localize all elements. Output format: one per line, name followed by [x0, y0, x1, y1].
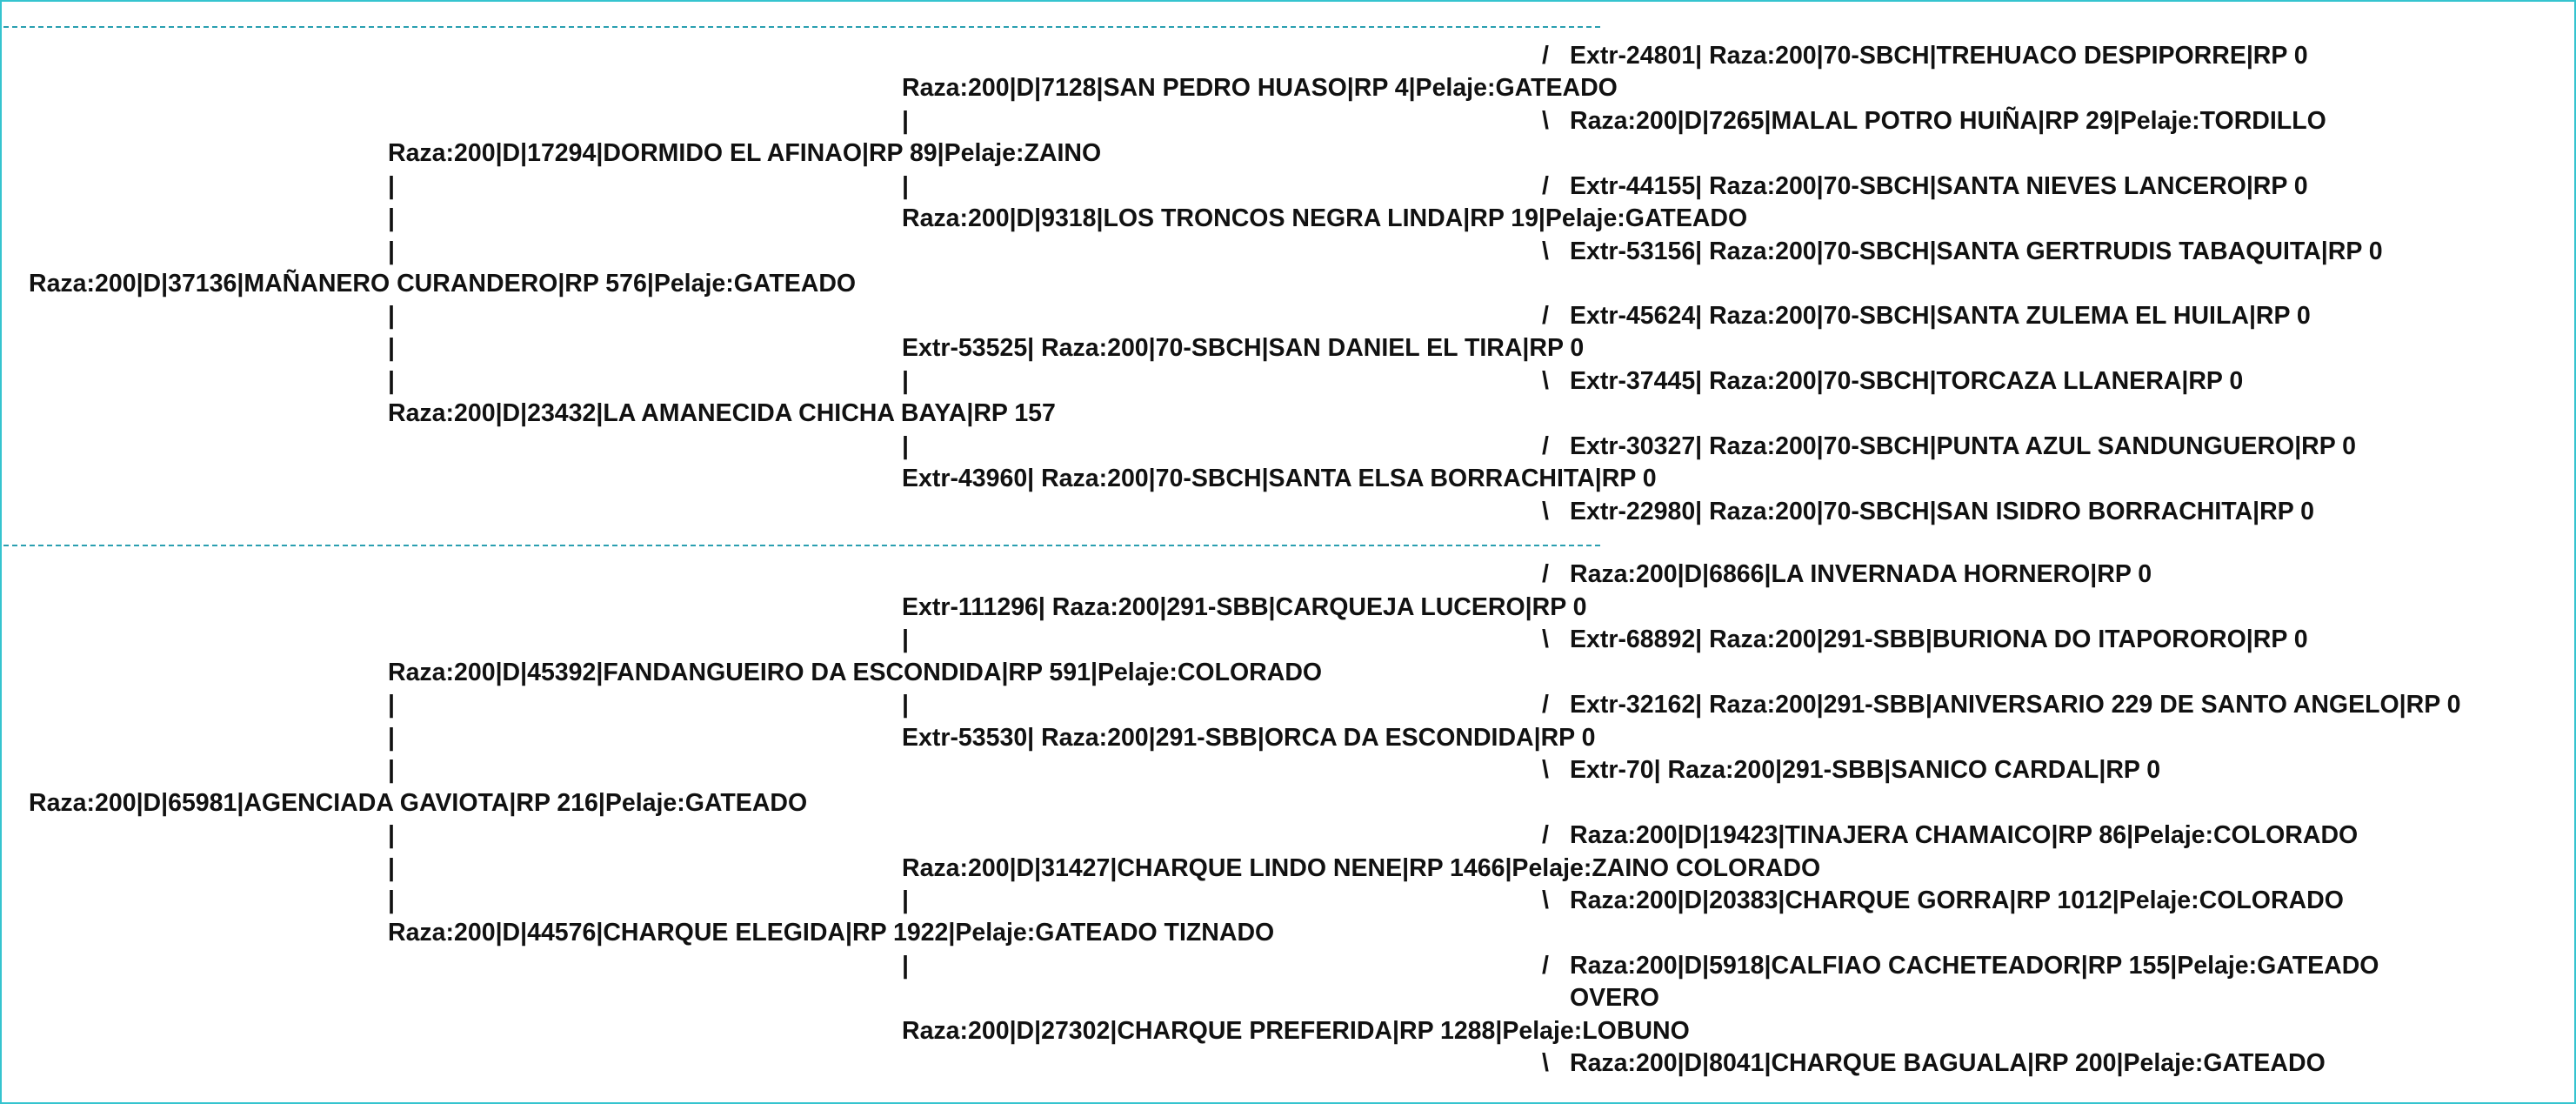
tree-connector: | [902, 172, 909, 200]
slash-marker: / [1542, 952, 1549, 980]
ancestor-ssd: Extr-68892| Raza:200|291-SBB|BURIONA DO ITAPORORO|RP 0 [1570, 626, 2308, 653]
parent-sire: Raza:200|D|17294|DORMIDO EL AFINAO|RP 89|Pelaje:ZAINO [388, 139, 1102, 167]
ancestor-dds: Raza:200|D|5918|CALFIAO CACHETEADOR|RP 155|Pelaje:GATEADO [1570, 952, 2379, 980]
tree-connector: | [388, 854, 395, 882]
ancestor-ssd: Raza:200|D|7265|MALAL POTRO HUIÑA|RP 29|Pelaje:TORDILLO [1570, 107, 2326, 135]
ancestor-sds: Extr-44155| Raza:200|70-SBCH|SANTA NIEVES LANCERO|RP 0 [1570, 172, 2308, 200]
tree-connector: | [388, 172, 395, 200]
ancestor-ddd: Extr-22980| Raza:200|70-SBCH|SAN ISIDRO BORRACHITA|RP 0 [1570, 498, 2315, 525]
subject-animal: Raza:200|D|65981|AGENCIADA GAVIOTA|RP 216|Pelaje:GATEADO [29, 789, 808, 817]
slash-marker: / [1542, 560, 1549, 588]
ancestor-sss: Extr-24801| Raza:200|70-SBCH|TREHUACO DESPIPORRE|RP 0 [1570, 42, 2308, 70]
ancestor-sdd: Extr-70| Raza:200|291-SBB|SANICO CARDAL|RP 0 [1570, 756, 2161, 784]
tree-connector: | [388, 887, 395, 914]
backslash-marker: \ [1542, 498, 1549, 525]
section-separator [3, 26, 1600, 28]
tree-connector: | [388, 691, 395, 719]
ancestor-sss: Raza:200|D|6866|LA INVERNADA HORNERO|RP 0 [1570, 560, 2152, 588]
tree-connector: | [388, 821, 395, 849]
grandparent-dd: Raza:200|D|27302|CHARQUE PREFERIDA|RP 1288|Pelaje:LOBUNO [902, 1017, 1690, 1045]
grandparent-ds: Raza:200|D|31427|CHARQUE LINDO NENE|RP 1466|Pelaje:ZAINO COLORADO [902, 854, 1821, 882]
ancestor-dss: Extr-45624| Raza:200|70-SBCH|SANTA ZULEMA EL HUILA|RP 0 [1570, 302, 2311, 330]
tree-connector: | [902, 952, 909, 980]
grandparent-sd: Raza:200|D|9318|LOS TRONCOS NEGRA LINDA|RP 19|Pelaje:GATEADO [902, 204, 1748, 232]
slash-marker: / [1542, 302, 1549, 330]
tree-connector: | [902, 367, 909, 395]
slash-marker: / [1542, 691, 1549, 719]
parent-dam: Raza:200|D|23432|LA AMANECIDA CHICHA BAYA|RP 157 [388, 399, 1056, 427]
ancestor-dds-continuation: OVERO [1570, 984, 1659, 1012]
tree-connector: | [388, 334, 395, 362]
slash-marker: / [1542, 42, 1549, 70]
backslash-marker: \ [1542, 238, 1549, 265]
ancestor-dsd: Extr-37445| Raza:200|70-SBCH|TORCAZA LLANERA|RP 0 [1570, 367, 2244, 395]
parent-dam: Raza:200|D|44576|CHARQUE ELEGIDA|RP 1922|Pelaje:GATEADO TIZNADO [388, 919, 1275, 947]
grandparent-ds: Extr-53525| Raza:200|70-SBCH|SAN DANIEL EL TIRA|RP 0 [902, 334, 1585, 362]
tree-connector: | [388, 302, 395, 330]
slash-marker: / [1542, 172, 1549, 200]
ancestor-dds: Extr-30327| Raza:200|70-SBCH|PUNTA AZUL SANDUNGUERO|RP 0 [1570, 432, 2357, 460]
slash-marker: / [1542, 821, 1549, 849]
tree-connector: | [388, 238, 395, 265]
grandparent-ss: Extr-111296| Raza:200|291-SBB|CARQUEJA LUCERO|RP 0 [902, 593, 1587, 621]
ancestor-dss: Raza:200|D|19423|TINAJERA CHAMAICO|RP 86|Pelaje:COLORADO [1570, 821, 2359, 849]
backslash-marker: \ [1542, 887, 1549, 914]
tree-connector: | [902, 887, 909, 914]
tree-connector: | [388, 367, 395, 395]
ancestor-dsd: Raza:200|D|20383|CHARQUE GORRA|RP 1012|Pelaje:COLORADO [1570, 887, 2344, 914]
tree-connector: | [902, 432, 909, 460]
backslash-marker: \ [1542, 107, 1549, 135]
slash-marker: / [1542, 432, 1549, 460]
grandparent-sd: Extr-53530| Raza:200|291-SBB|ORCA DA ESCONDIDA|RP 0 [902, 724, 1596, 752]
tree-connector: | [902, 626, 909, 653]
ancestor-sdd: Extr-53156| Raza:200|70-SBCH|SANTA GERTRUDIS TABAQUITA|RP 0 [1570, 238, 2383, 265]
backslash-marker: \ [1542, 626, 1549, 653]
tree-connector: | [388, 756, 395, 784]
subject-animal: Raza:200|D|37136|MAÑANERO CURANDERO|RP 576|Pelaje:GATEADO [29, 270, 857, 298]
tree-connector: | [902, 691, 909, 719]
section-separator [3, 545, 1600, 546]
tree-connector: | [388, 204, 395, 232]
parent-sire: Raza:200|D|45392|FANDANGUEIRO DA ESCONDIDA|RP 591|Pelaje:COLORADO [388, 659, 1323, 686]
tree-connector: | [902, 107, 909, 135]
backslash-marker: \ [1542, 1049, 1549, 1077]
ancestor-sds: Extr-32162| Raza:200|291-SBB|ANIVERSARIO 229 DE SANTO ANGELO|RP 0 [1570, 691, 2461, 719]
grandparent-ss: Raza:200|D|7128|SAN PEDRO HUASO|RP 4|Pelaje:GATEADO [902, 74, 1618, 102]
backslash-marker: \ [1542, 756, 1549, 784]
backslash-marker: \ [1542, 367, 1549, 395]
tree-connector: | [388, 724, 395, 752]
ancestor-ddd: Raza:200|D|8041|CHARQUE BAGUALA|RP 200|Pelaje:GATEADO [1570, 1049, 2326, 1077]
grandparent-dd: Extr-43960| Raza:200|70-SBCH|SANTA ELSA BORRACHITA|RP 0 [902, 465, 1657, 492]
